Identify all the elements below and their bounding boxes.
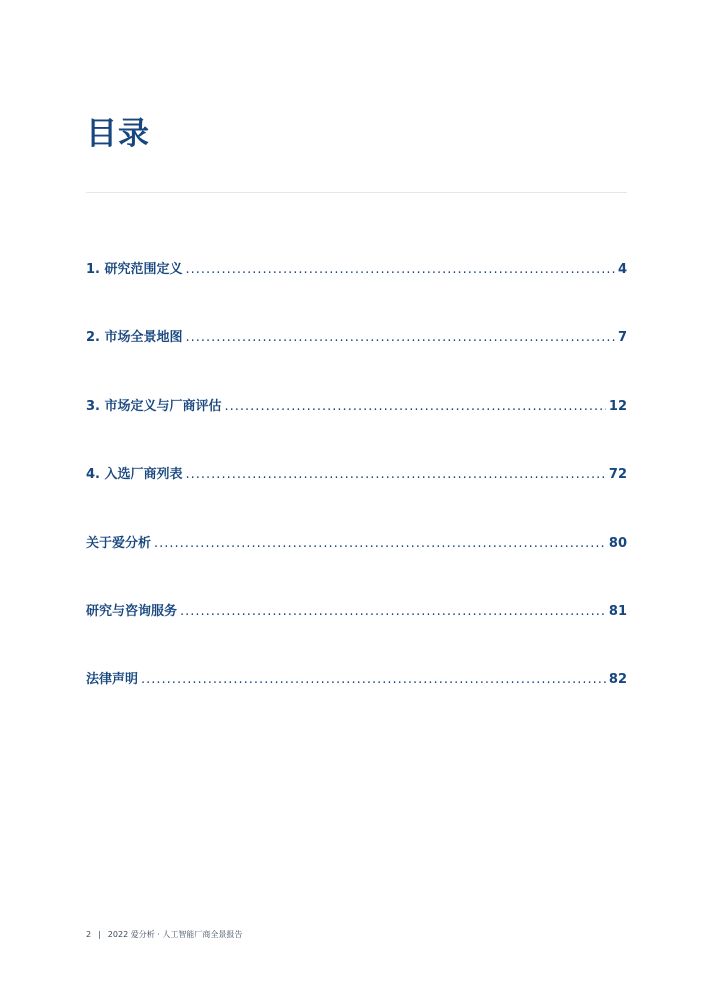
- toc-leader-dots: [186, 258, 615, 282]
- footer-report-title: 2022 爱分析 · 人工智能厂商全景报告: [107, 930, 243, 939]
- toc-leader-dots: [186, 326, 615, 350]
- toc-entry-page: 12: [608, 399, 627, 414]
- toc-entry-legal[interactable]: [86, 668, 627, 692]
- toc-entry-page: 4: [617, 262, 627, 277]
- toc-entry-market-definition[interactable]: [86, 395, 627, 419]
- toc-entry-label: 关于爱分析: [86, 536, 152, 551]
- toc-entry-label: 法律声明: [86, 672, 139, 687]
- toc-entry-label: 1. 研究范围定义: [86, 262, 183, 277]
- footer-page-number: 2: [86, 930, 92, 939]
- toc-leader-dots: [154, 532, 606, 556]
- title-divider: [86, 192, 627, 193]
- toc-entry-research-scope[interactable]: [86, 258, 627, 282]
- page-title: 目录: [86, 116, 150, 152]
- toc-entry-services[interactable]: [86, 600, 627, 624]
- toc-entry-about[interactable]: [86, 532, 627, 556]
- toc-entry-label: 3. 市场定义与厂商评估: [86, 399, 222, 414]
- toc-entry-page: 80: [608, 536, 627, 551]
- toc-entry-page: 82: [608, 672, 627, 687]
- toc-entry-page: 72: [608, 467, 627, 482]
- toc-entry-label: 研究与咨询服务: [86, 604, 178, 619]
- toc-entry-label: 4. 入选厂商列表: [86, 467, 183, 482]
- toc-entry-market-map[interactable]: [86, 326, 627, 350]
- toc-entry-page: 81: [608, 604, 627, 619]
- page-footer: [86, 929, 242, 940]
- toc-leader-dots: [141, 668, 606, 692]
- toc-entry-label: 2. 市场全景地图: [86, 330, 183, 345]
- toc-leader-dots: [180, 600, 606, 624]
- toc-leader-dots: [186, 463, 606, 487]
- toc-leader-dots: [225, 395, 606, 419]
- toc-entry-vendor-list[interactable]: [86, 463, 627, 487]
- toc-entry-page: 7: [617, 330, 627, 345]
- footer-separator: |: [98, 930, 101, 939]
